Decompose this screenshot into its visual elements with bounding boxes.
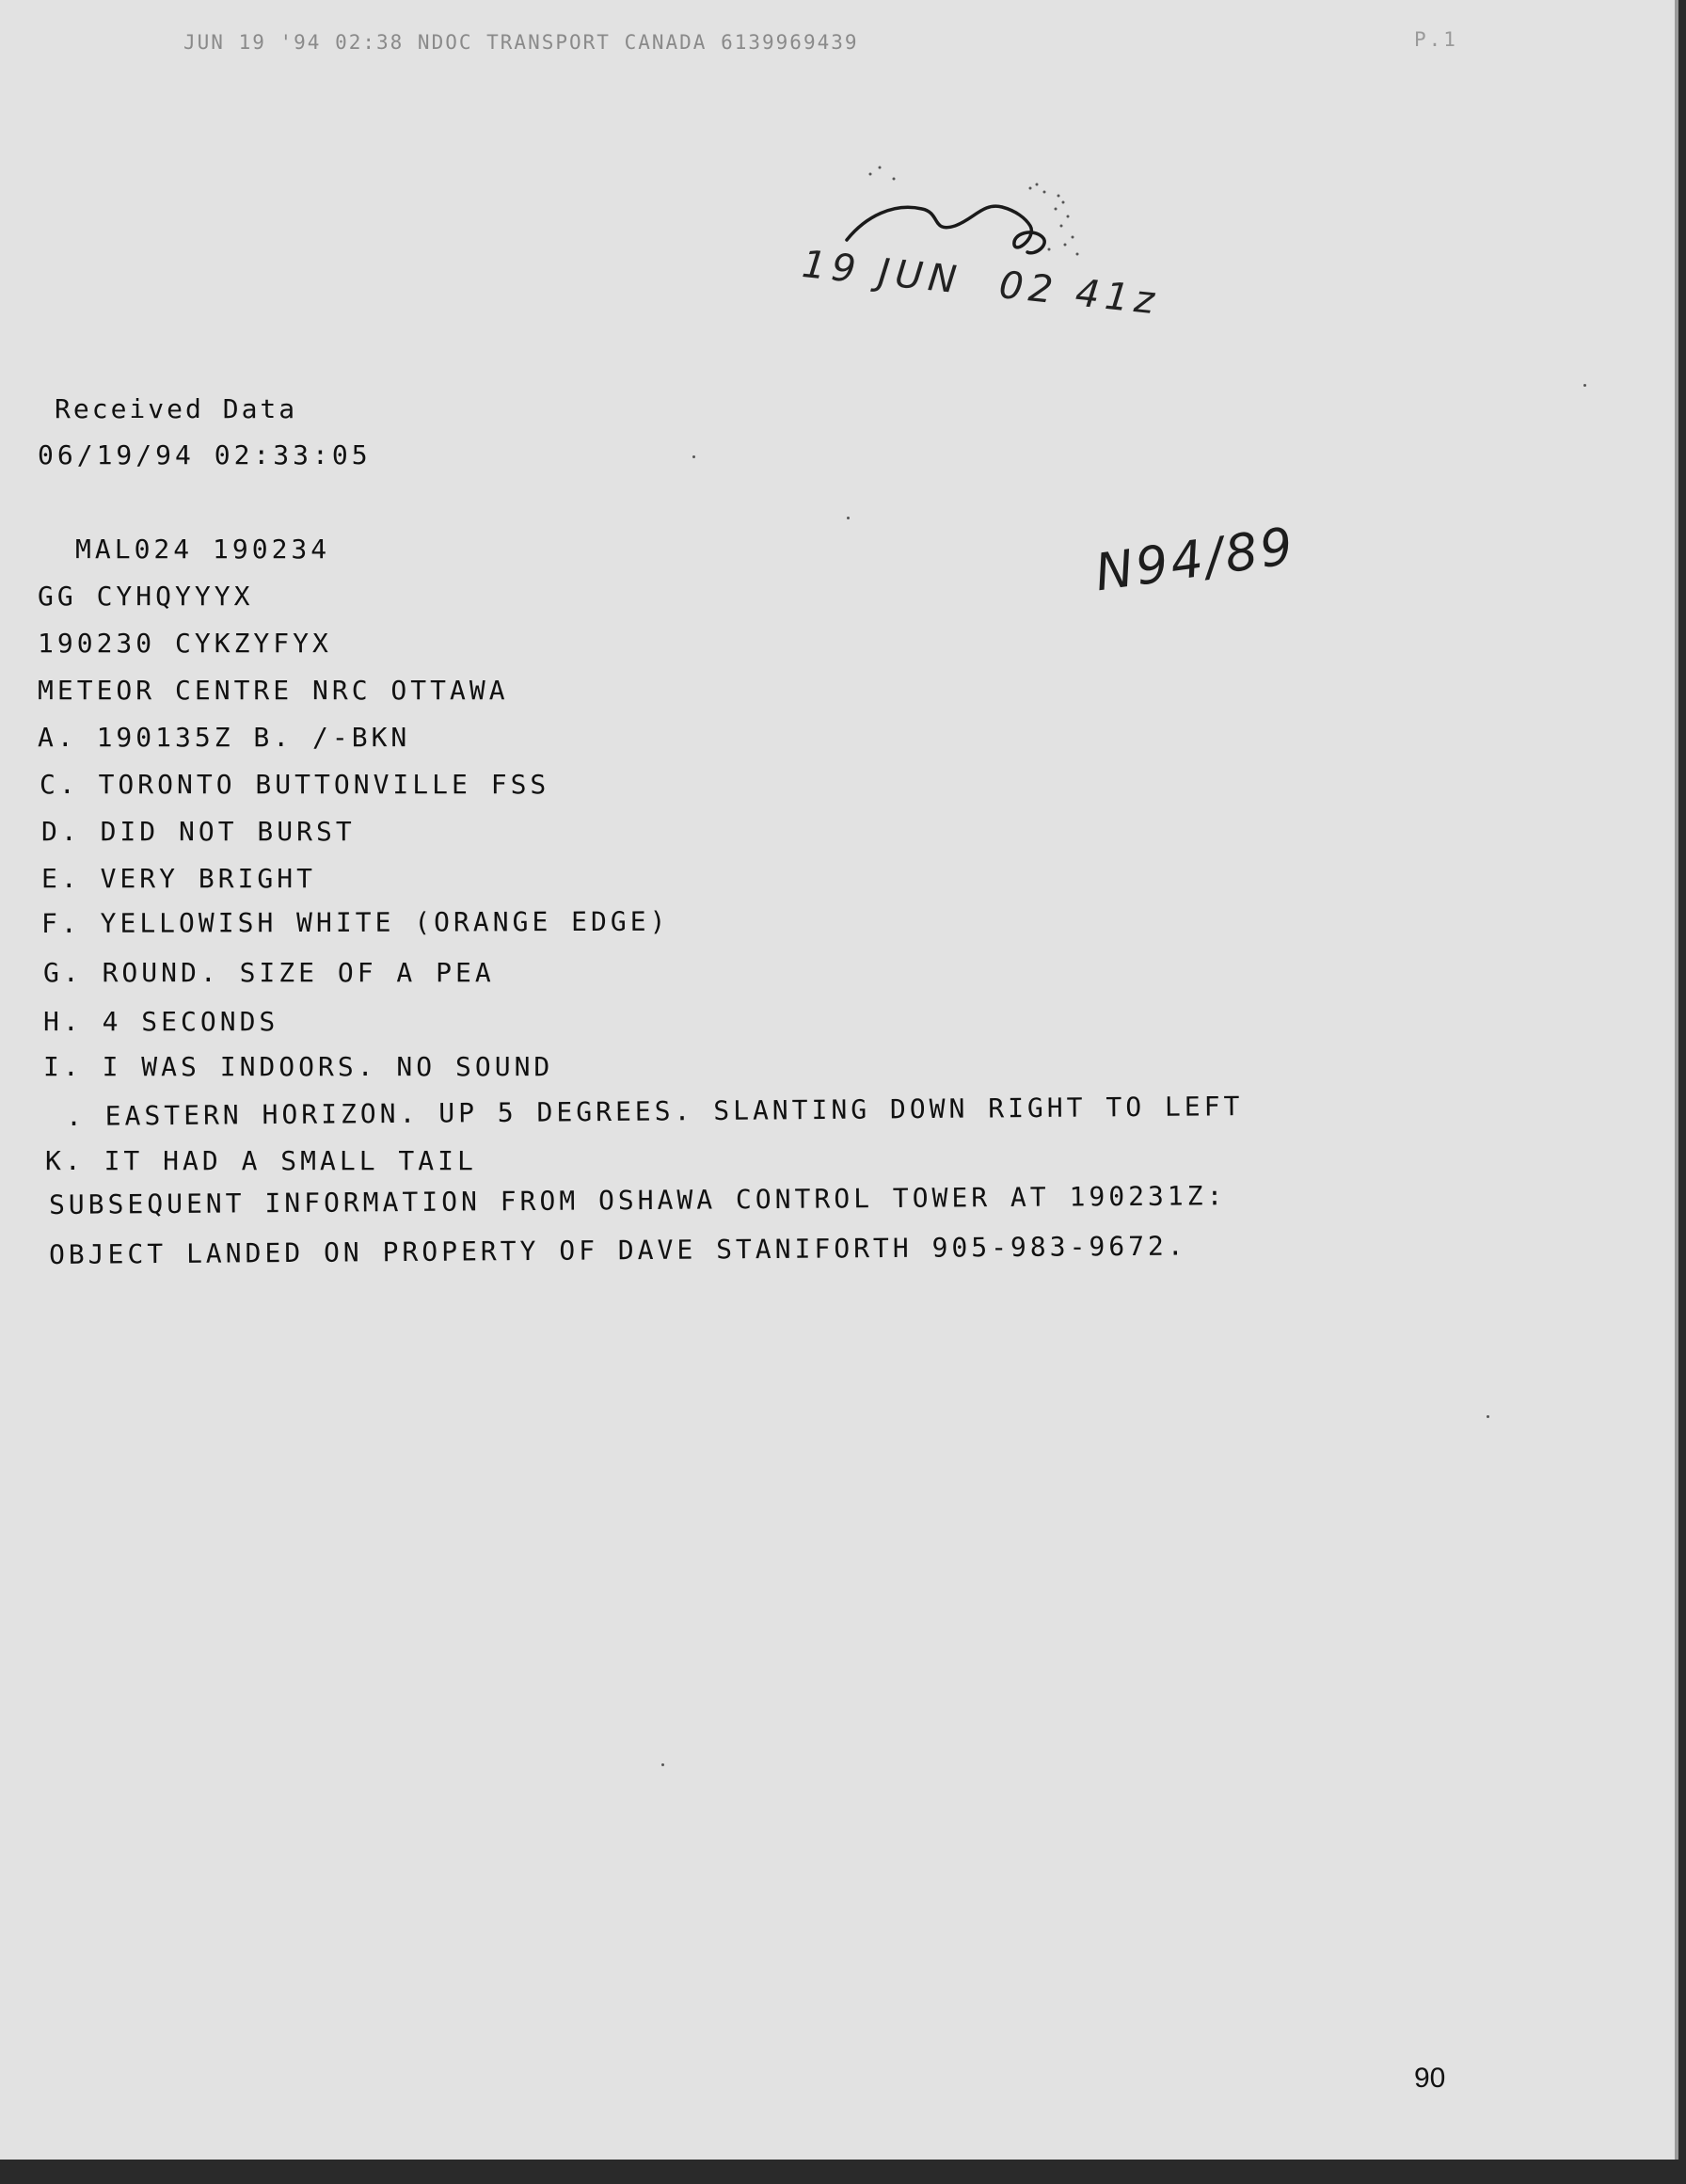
message-line: I. I WAS INDOORS. NO SOUND (43, 1051, 554, 1082)
paper-speck (692, 455, 695, 458)
received-data-timestamp: 06/19/94 02:33:05 (38, 439, 372, 470)
message-line: GG CYHQYYYX (38, 581, 254, 612)
message-line: 190230 CYKZYFYX (38, 628, 332, 659)
paper-speck (661, 1763, 664, 1766)
fax-page-marker: P.1 (1414, 28, 1458, 51)
message-line: A. 190135Z B. /-BKN (38, 722, 411, 753)
message-line: SUBSEQUENT INFORMATION FROM OSHAWA CONTROL TOWER AT 190231Z: (48, 1180, 1227, 1220)
message-line: H. 4 SECONDS (43, 1006, 279, 1037)
received-stamp-date: 19 JUN (800, 243, 964, 303)
received-stamp-time: 02 41z (996, 263, 1163, 324)
received-data-heading: Received Data (55, 393, 298, 424)
handwritten-file-reference: N94/89 (1091, 516, 1299, 603)
message-line: OBJECT LANDED ON PROPERTY OF DAVE STANIFORTH 905-983-9672. (48, 1230, 1187, 1270)
message-line: K. IT HAD A SMALL TAIL (45, 1145, 477, 1176)
paper-speck (1583, 384, 1586, 387)
paper-speck (847, 517, 850, 519)
message-line: . EASTERN HORIZON. UP 5 DEGREES. SLANTING DOWN RIGHT TO LEFT (65, 1091, 1244, 1132)
message-line: C. TORONTO BUTTONVILLE FSS (40, 769, 550, 800)
message-line: E. VERY BRIGHT (41, 863, 317, 894)
message-line: METEOR CENTRE NRC OTTAWA (38, 675, 509, 706)
message-line: D. DID NOT BURST (41, 816, 356, 847)
message-line: G. ROUND. SIZE OF A PEA (43, 957, 495, 988)
fax-transmission-header: JUN 19 '94 02:38 NDOC TRANSPORT CANADA 6139969439 (183, 31, 859, 54)
page-number: 90 (1414, 2063, 1446, 2094)
message-line: MAL024 190234 (75, 534, 331, 565)
message-line: F. YELLOWISH WHITE (ORANGE EDGE) (40, 905, 670, 939)
paper-speck (1487, 1415, 1489, 1418)
